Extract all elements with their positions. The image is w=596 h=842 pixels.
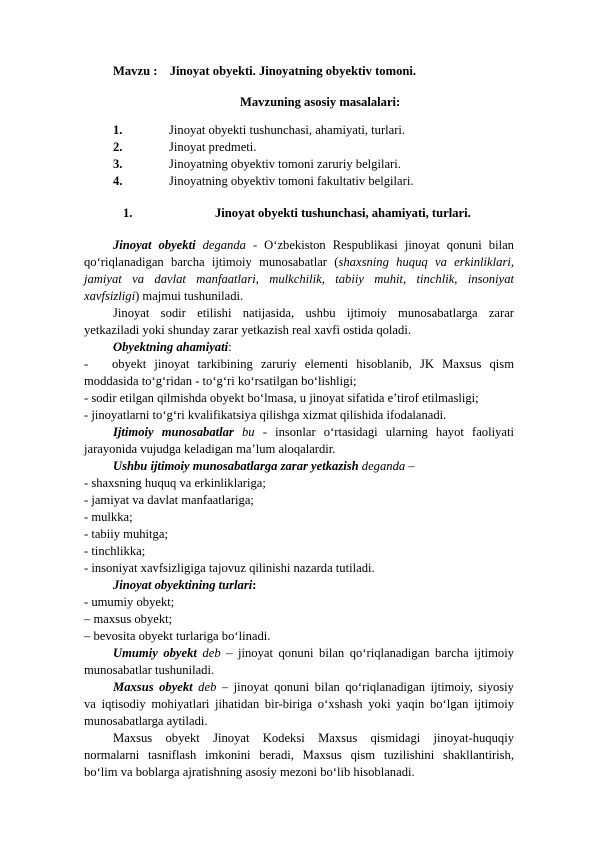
paragraph-line [84, 254, 514, 270]
text: : [252, 578, 257, 592]
term: Ushbu ijtimoiy munosabatlarga zarar yetkazish [113, 459, 359, 473]
list-item: ‑ umumiy obyekt; [84, 595, 175, 609]
heading: Jinoyat obyektining turlari [113, 578, 253, 592]
topic-line [113, 63, 416, 79]
task-item [113, 139, 256, 155]
section-heading [123, 205, 471, 221]
topic-label: Mavzu : [113, 64, 158, 78]
text: bu [233, 425, 255, 439]
text: deb [196, 646, 221, 660]
text: ) majmui tushuniladi. [135, 289, 244, 303]
term: Jinoyat obyekti [113, 238, 196, 252]
tasks-heading: Mavzuning asosiy masalalari: [240, 95, 401, 109]
topic-title: Jinoyat obyekti. Jinoyatning obyektiv tomoni. [169, 64, 417, 78]
term: Maxsus obyekt [113, 680, 193, 694]
paragraph-line: yetkaziladi yoki shunday zarar yetkazish real xavfi ostida qoladi. [84, 323, 411, 337]
text: Jinoyat sodir etilishi natijasida, ushbu ijtimoiy munosabatlarga zarar [113, 306, 514, 320]
text: deganda [195, 238, 246, 252]
list-item: moddasida to‘g‘ridan - to‘g‘ri ko‘rsatilgan bo‘lishligi; [84, 374, 357, 388]
text: Maxsus obyekt Jinoyat Kodeksi Maxsus qismidagi jinoyat-huquqiy [113, 731, 514, 745]
text: xavfsizligi [84, 289, 136, 303]
list-item: – maxsus obyekt; [84, 612, 173, 626]
paragraph-line: jarayonida vujudga keladigan ma’lum aloqalardir. [84, 442, 336, 456]
task-item [113, 156, 401, 172]
term: Umumiy obyekt [113, 646, 197, 660]
paragraph-heading [113, 339, 232, 355]
heading: Obyektning ahamiyati [113, 340, 229, 354]
paragraph-line: normalarni tasniflash imkonini beradi, Maxsus qism tuzilishini shakllantirish, [84, 748, 514, 762]
task-text: Jinoyat obyekti tushunchasi, ahamiyati, turlari. [169, 123, 406, 137]
paragraph-line [84, 424, 514, 440]
paragraph-line [84, 679, 514, 695]
list-item: ‑ jamiyat va davlat manfaatlariga; [84, 493, 254, 507]
section-title: Jinoyat obyekti tushunchasi, ahamiyati, turlari. [215, 206, 471, 220]
list-item: ‑ tabiiy muhitga; [84, 527, 168, 541]
list-item: – bevosita obyekt turlariga bo‘linadi. [84, 629, 271, 643]
paragraph-line [84, 288, 243, 304]
task-text: Jinoyatning obyektiv tomoni fakultativ belgilari. [169, 174, 414, 188]
paragraph-line: bo‘lim va boblarga ajratishning asosiy mezoni bo‘lib hisoblanadi. [84, 765, 415, 779]
text: obyekt jinoyat tarkibining zaruriy elementi hisoblanib, JK Maxsus qism [112, 357, 514, 371]
text: – jinoyat qonuni bilan qo‘riqlanadigan ijtimoiy, siyosiy [216, 680, 514, 694]
text: deb [192, 680, 217, 694]
text: : [228, 340, 232, 354]
task-number: 2. [113, 140, 123, 154]
task-item [113, 122, 405, 138]
text: qo‘riqlanadigan barcha ijtimoiy munosabatlar ( [84, 255, 339, 269]
list-item [84, 356, 514, 372]
dash: ‑ [84, 357, 89, 371]
section-number: 1. [123, 206, 133, 220]
paragraph-line [84, 730, 514, 746]
task-number: 4. [113, 174, 123, 188]
task-text: Jinoyat predmeti. [169, 140, 257, 154]
paragraph-line: munosabatlarga aytiladi. [84, 714, 208, 728]
text: ‑ insonlar o‘rtasidagi ularning hayot faoliyati [254, 425, 514, 439]
task-item [113, 173, 414, 189]
paragraph-heading [113, 577, 256, 593]
list-item: ‑ insoniyat xavfsizligiga tajovuz qilinishi nazarda tutiladi. [84, 561, 375, 575]
text: shaxsning huquq va erkinliklari, [338, 255, 514, 269]
paragraph-line [84, 305, 514, 321]
paragraph-line [84, 237, 514, 253]
list-item: ‑ sodir etilgan qilmishda obyekt bo‘lmasa, u jinoyat sifatida e’tirof etilmasligi; [84, 391, 479, 405]
task-text: Jinoyatning obyektiv tomoni zaruriy belgilari. [169, 157, 401, 171]
list-item: ‑ jinoyatlarni to‘g‘ri kvalifikatsiya qilishga xizmat qilishida ifodalanadi. [84, 408, 447, 422]
text: ‑ O‘zbekiston Respublikasi jinoyat qonuni bilan [245, 238, 514, 252]
list-item: ‑ tinchlikka; [84, 544, 146, 558]
paragraph-line: jamiyat va davlat manfaatlari, mulkchilik, tabiiy muhit, tinchlik, insoniyat [84, 272, 514, 286]
term: Ijtimoiy munosabatlar [113, 425, 234, 439]
text: – jinoyat qonuni bilan qo‘riqlanadigan barcha ijtimoiy [220, 646, 514, 660]
task-number: 1. [113, 123, 123, 137]
list-item: ‑ mulkka; [84, 510, 133, 524]
paragraph-line [84, 645, 514, 661]
paragraph-line: va iqtisodiy mohiyatlari jihatidan bir-biriga o‘xshash yoki yaqin bo‘lgan ijtimoiy [84, 697, 514, 711]
paragraph-line: munosabatlar tushuniladi. [84, 663, 215, 677]
paragraph-heading [113, 458, 415, 474]
text: deganda – [358, 459, 415, 473]
list-item: ‑ shaxsning huquq va erkinliklariga; [84, 476, 266, 490]
task-number: 3. [113, 157, 123, 171]
